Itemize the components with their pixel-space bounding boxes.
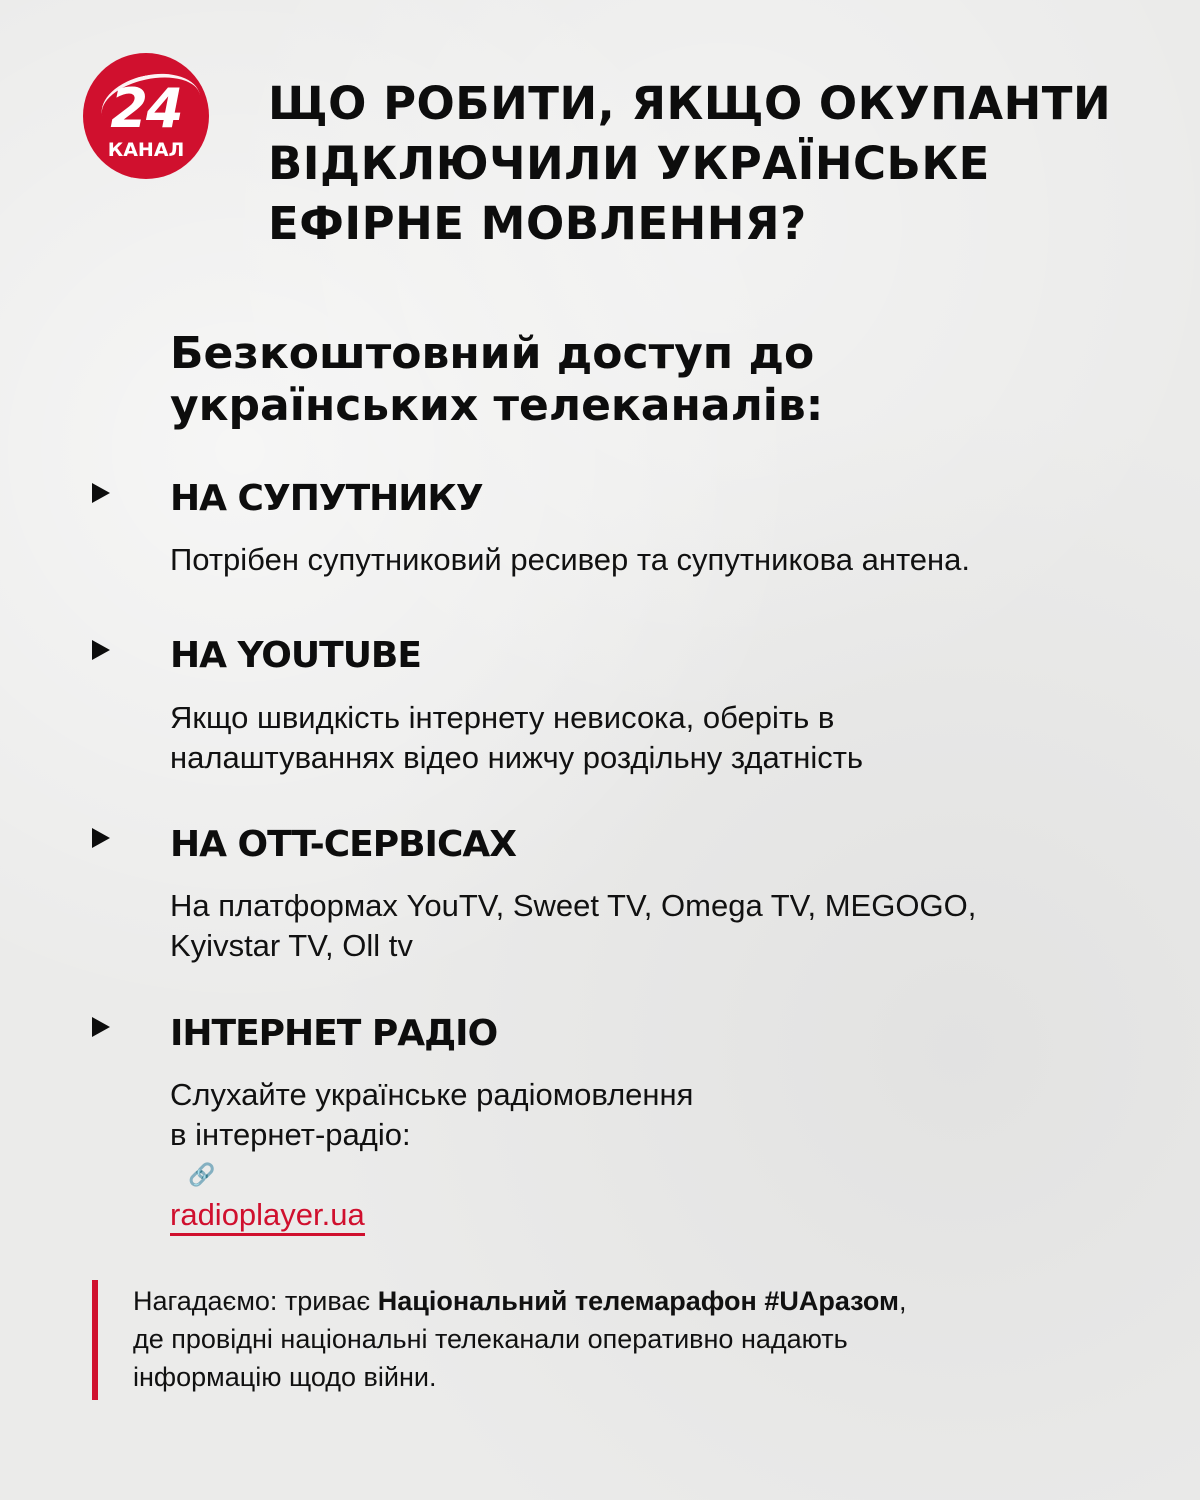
item-heading: НА СУПУТНИКУ bbox=[170, 478, 483, 519]
item-description-line: Kyivstar TV, Oll tv bbox=[170, 928, 413, 963]
triangle-bullet-icon bbox=[92, 828, 110, 848]
item-heading: НА YOUTUBE bbox=[170, 635, 421, 676]
triangle-bullet-icon bbox=[92, 483, 110, 503]
note-telethon-name: Національний телемарафон #UAразом bbox=[377, 1286, 900, 1316]
item-description-line: налаштуваннях відео нижчу роздільну здатність bbox=[170, 740, 864, 775]
radioplayer-link[interactable]: radioplayer.ua bbox=[170, 1197, 365, 1236]
note-line-3: інформацію щодо війни. bbox=[133, 1362, 437, 1392]
logo-number: 24 bbox=[110, 77, 182, 140]
title-line-3: ЕФІРНЕ МОВЛЕННЯ? bbox=[268, 197, 807, 250]
item-description-line: Якщо швидкість інтернету невисока, оберіть в bbox=[170, 700, 835, 735]
note-accent-bar bbox=[92, 1280, 98, 1400]
item-description-line: Потрібен супутниковий ресивер та супутникова антена. bbox=[170, 542, 971, 577]
item-description bbox=[170, 540, 1130, 580]
item-description-line-with-link bbox=[170, 1115, 1130, 1235]
page-title bbox=[268, 74, 1148, 254]
item-description bbox=[170, 698, 1130, 778]
item-description bbox=[170, 886, 1130, 966]
note-line-2: де провідні національні телеканали оперативно надають bbox=[133, 1324, 848, 1354]
subtitle-line-2: українських телеканалів: bbox=[170, 380, 824, 431]
triangle-bullet-icon bbox=[92, 1017, 110, 1037]
triangle-bullet-icon bbox=[92, 640, 110, 660]
reminder-note bbox=[133, 1282, 1133, 1396]
channel-24-logo bbox=[83, 53, 209, 179]
item-description-line: На платформах YouTV, Sweet TV, Omega TV, MEGOGO, bbox=[170, 888, 977, 923]
section-subtitle bbox=[170, 328, 1070, 432]
title-line-2: ВІДКЛЮЧИЛИ УКРАЇНСЬКЕ bbox=[268, 137, 990, 190]
title-line-1: ЩО РОБИТИ, ЯКЩО ОКУПАНТИ bbox=[268, 77, 1112, 130]
item-description-text: в інтернет-радіо: bbox=[170, 1117, 411, 1152]
item-description-line: Слухайте українське радіомовлення bbox=[170, 1077, 694, 1112]
item-heading: НА OTT-СЕРВІСАХ bbox=[170, 824, 516, 865]
note-prefix: Нагадаємо: триває bbox=[133, 1286, 378, 1316]
item-description bbox=[170, 1075, 1130, 1235]
logo-text: КАНАЛ bbox=[107, 139, 185, 161]
note-suffix: , bbox=[899, 1286, 907, 1316]
subtitle-line-1: Безкоштовний доступ до bbox=[170, 328, 815, 379]
link-icon: 🔗 bbox=[188, 1162, 216, 1187]
item-heading: ІНТЕРНЕТ РАДІО bbox=[170, 1013, 498, 1054]
note-line-1 bbox=[133, 1282, 1133, 1320]
